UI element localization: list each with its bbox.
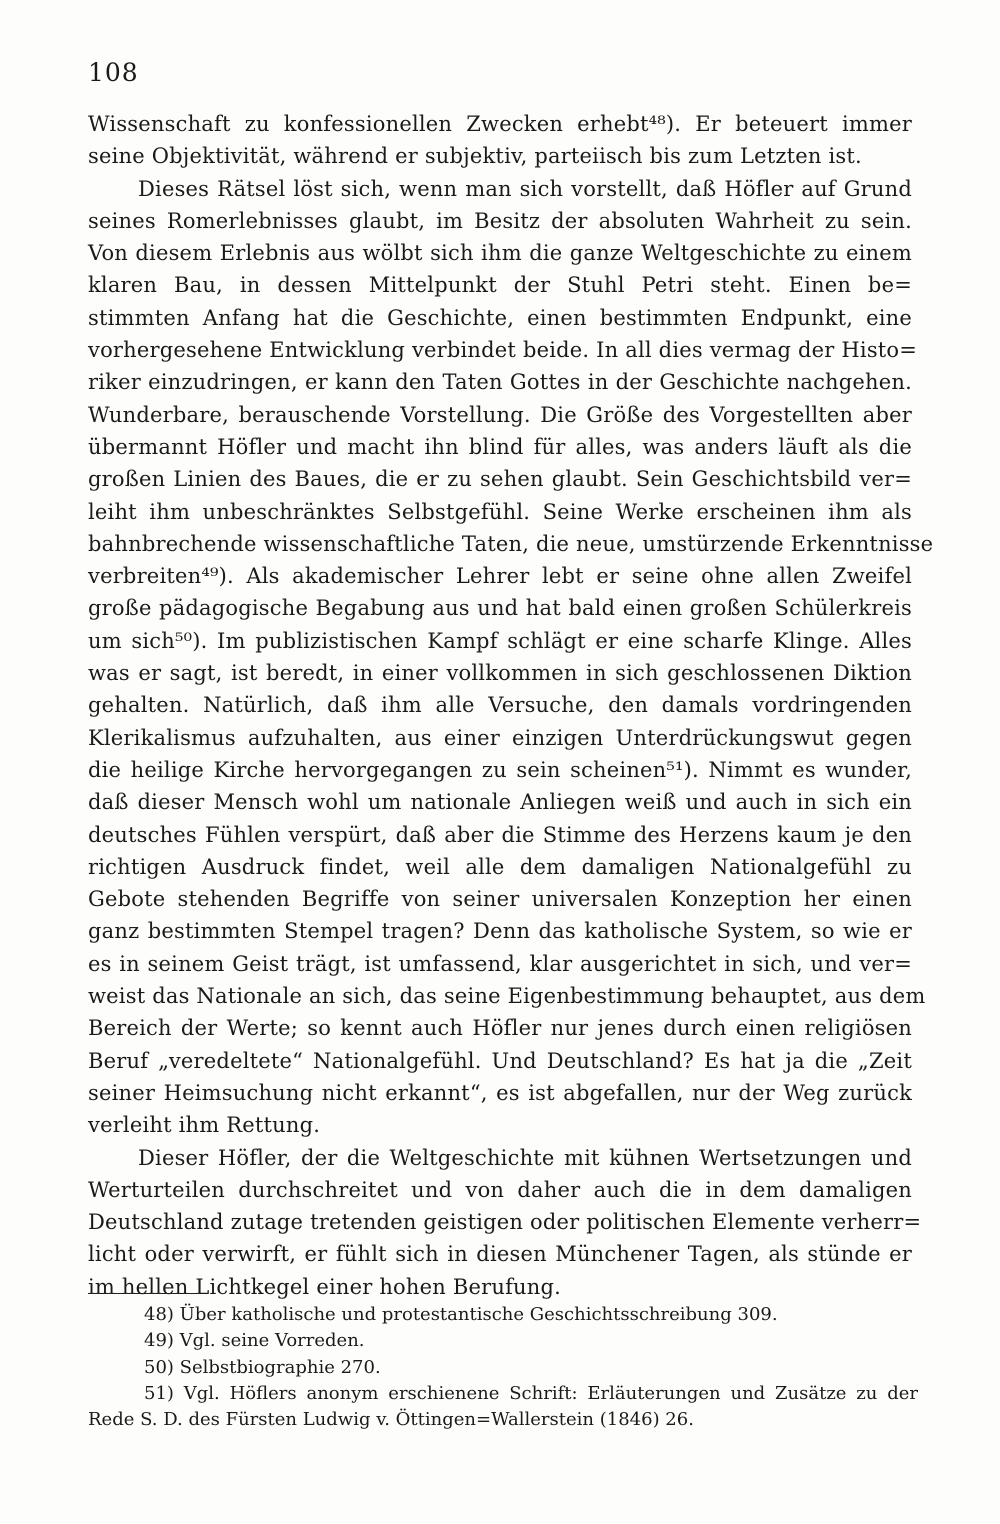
text-line: Dieses Rätsel löst sich, wenn man sich vorstellt, daß Höfler auf Grund [138,176,912,201]
text-line: bahnbrechende wissenschaftliche Taten, die neue, umstürzende Erkenntnisse [88,531,934,556]
text-line: seiner Heimsuchung nicht erkannt“, es ist abgefallen, nur der Weg zurück [88,1080,912,1105]
text-line: Werturteilen durchschreitet und von daher auch die in dem damaligen [88,1177,912,1202]
footnote-51-continued: Rede S. D. des Fürsten Ludwig v. Öttingen=Wallerstein (1846) 26. [88,1409,694,1431]
text-line: Dieser Höfler, der die Weltgeschichte mit kühnen Wertsetzungen und [138,1145,912,1170]
footnote-48: 48) Über katholische und protestantische Geschichtsschreibung 309. [144,1304,778,1325]
text-line: leiht ihm unbeschränktes Selbstgefühl. Seine Werke erscheinen ihm als [88,499,912,524]
footnote-51: 51) Vgl. Höflers anonym erschienene Schrift: Erläuterungen und Zusätze zu der [144,1382,918,1404]
text-line: vorhergesehene Entwicklung verbindet beide. In all dies vermag der Histo= [88,338,918,363]
text-line: weist das Nationale an sich, das seine Eigenbestimmung behauptet, aus dem [88,984,926,1009]
text-line: klaren Bau, in dessen Mittelpunkt der Stuhl Petri steht. Einen be= [88,273,912,298]
text-line: um sich⁵⁰). Im publizistischen Kampf schlägt er eine scharfe Klinge. Alles [88,628,912,653]
text-line: Beruf „veredeltete“ Nationalgefühl. Und Deutschland? Es hat ja die „Zeit [88,1048,912,1073]
text-line: deutsches Fühlen verspürt, daß aber die Stimme des Herzens kaum je den [88,822,912,847]
text-line: riker einzudringen, er kann den Taten Gottes in der Geschichte nachgehen. [88,370,912,395]
text-line: verleiht ihm Rettung. [88,1113,321,1138]
text-line: es in seinem Geist trägt, ist umfassend, klar ausgerichtet in sich, und ver= [88,951,912,976]
text-line: stimmten Anfang hat die Geschichte, einen bestimmten Endpunkt, eine [88,305,912,330]
text-line: Von diesem Erlebnis aus wölbt sich ihm die ganze Weltgeschichte zu einem [88,241,912,266]
text-line: Wunderbare, berauschende Vorstellung. Die Größe des Vorgestellten aber [88,402,912,427]
text-line: große pädagogische Begabung aus und hat bald einen großen Schülerkreis [88,596,912,621]
text-line: daß dieser Mensch wohl um nationale Anliegen weiß und auch in sich ein [88,790,912,815]
text-line: Klerikalismus aufzuhalten, aus einer einzigen Unterdrückungswut gegen [88,725,912,750]
text-line: Wissenschaft zu konfessionellen Zwecken erhebt⁴⁸). Er beteuert immer [88,112,912,136]
text-line: verbreiten⁴⁹). Als akademischer Lehrer lebt er seine ohne allen Zweifel [88,564,912,589]
text-line: seines Romerlebnisses glaubt, im Besitz der absoluten Wahrheit zu sein. [88,208,912,233]
text-line: seine Objektivität, während er subjektiv, parteiisch bis zum Letzten ist. [88,144,862,169]
text-line: ganz bestimmten Stempel tragen? Denn das katholische System, so wie er [88,919,912,944]
page-number: 108 [88,58,139,87]
text-line: Deutschland zutage tretenden geistigen oder politischen Elemente verherr= [88,1210,922,1235]
text-line: Bereich der Werte; so kennt auch Höfler nur jenes durch einen religiösen [88,1016,912,1041]
text-line: licht oder verwirft, er fühlt sich in diesen Münchener Tagen, als stünde er [88,1242,912,1267]
text-line: übermannt Höfler und macht ihn blind für alles, was anders läuft als die [88,434,912,459]
text-line: im hellen Lichtkegel einer hohen Berufung. [88,1274,562,1299]
text-line: richtigen Ausdruck findet, weil alle dem damaligen Nationalgefühl zu [88,854,912,879]
text-line: die heilige Kirche hervorgegangen zu sein scheinen⁵¹). Nimmt es wunder, [88,757,912,782]
footnote-49: 49) Vgl. seine Vorreden. [144,1330,365,1352]
text-line: gehalten. Natürlich, daß ihm alle Versuche, den damals vordringenden [88,693,912,718]
text-line: großen Linien des Baues, die er zu sehen glaubt. Sein Geschichtsbild ver= [88,467,912,492]
text-line: was er sagt, ist beredt, in einer vollkommen in sich geschlossenen Diktion [88,661,912,686]
footnote-50: 50) Selbstbiographie 270. [144,1356,381,1378]
text-line: Gebote stehenden Begriffe von seiner universalen Konzeption her einen [88,887,912,912]
footnotes-block [88,1302,918,1433]
main-text-block [88,108,934,1303]
footnote-divider [88,1293,200,1294]
